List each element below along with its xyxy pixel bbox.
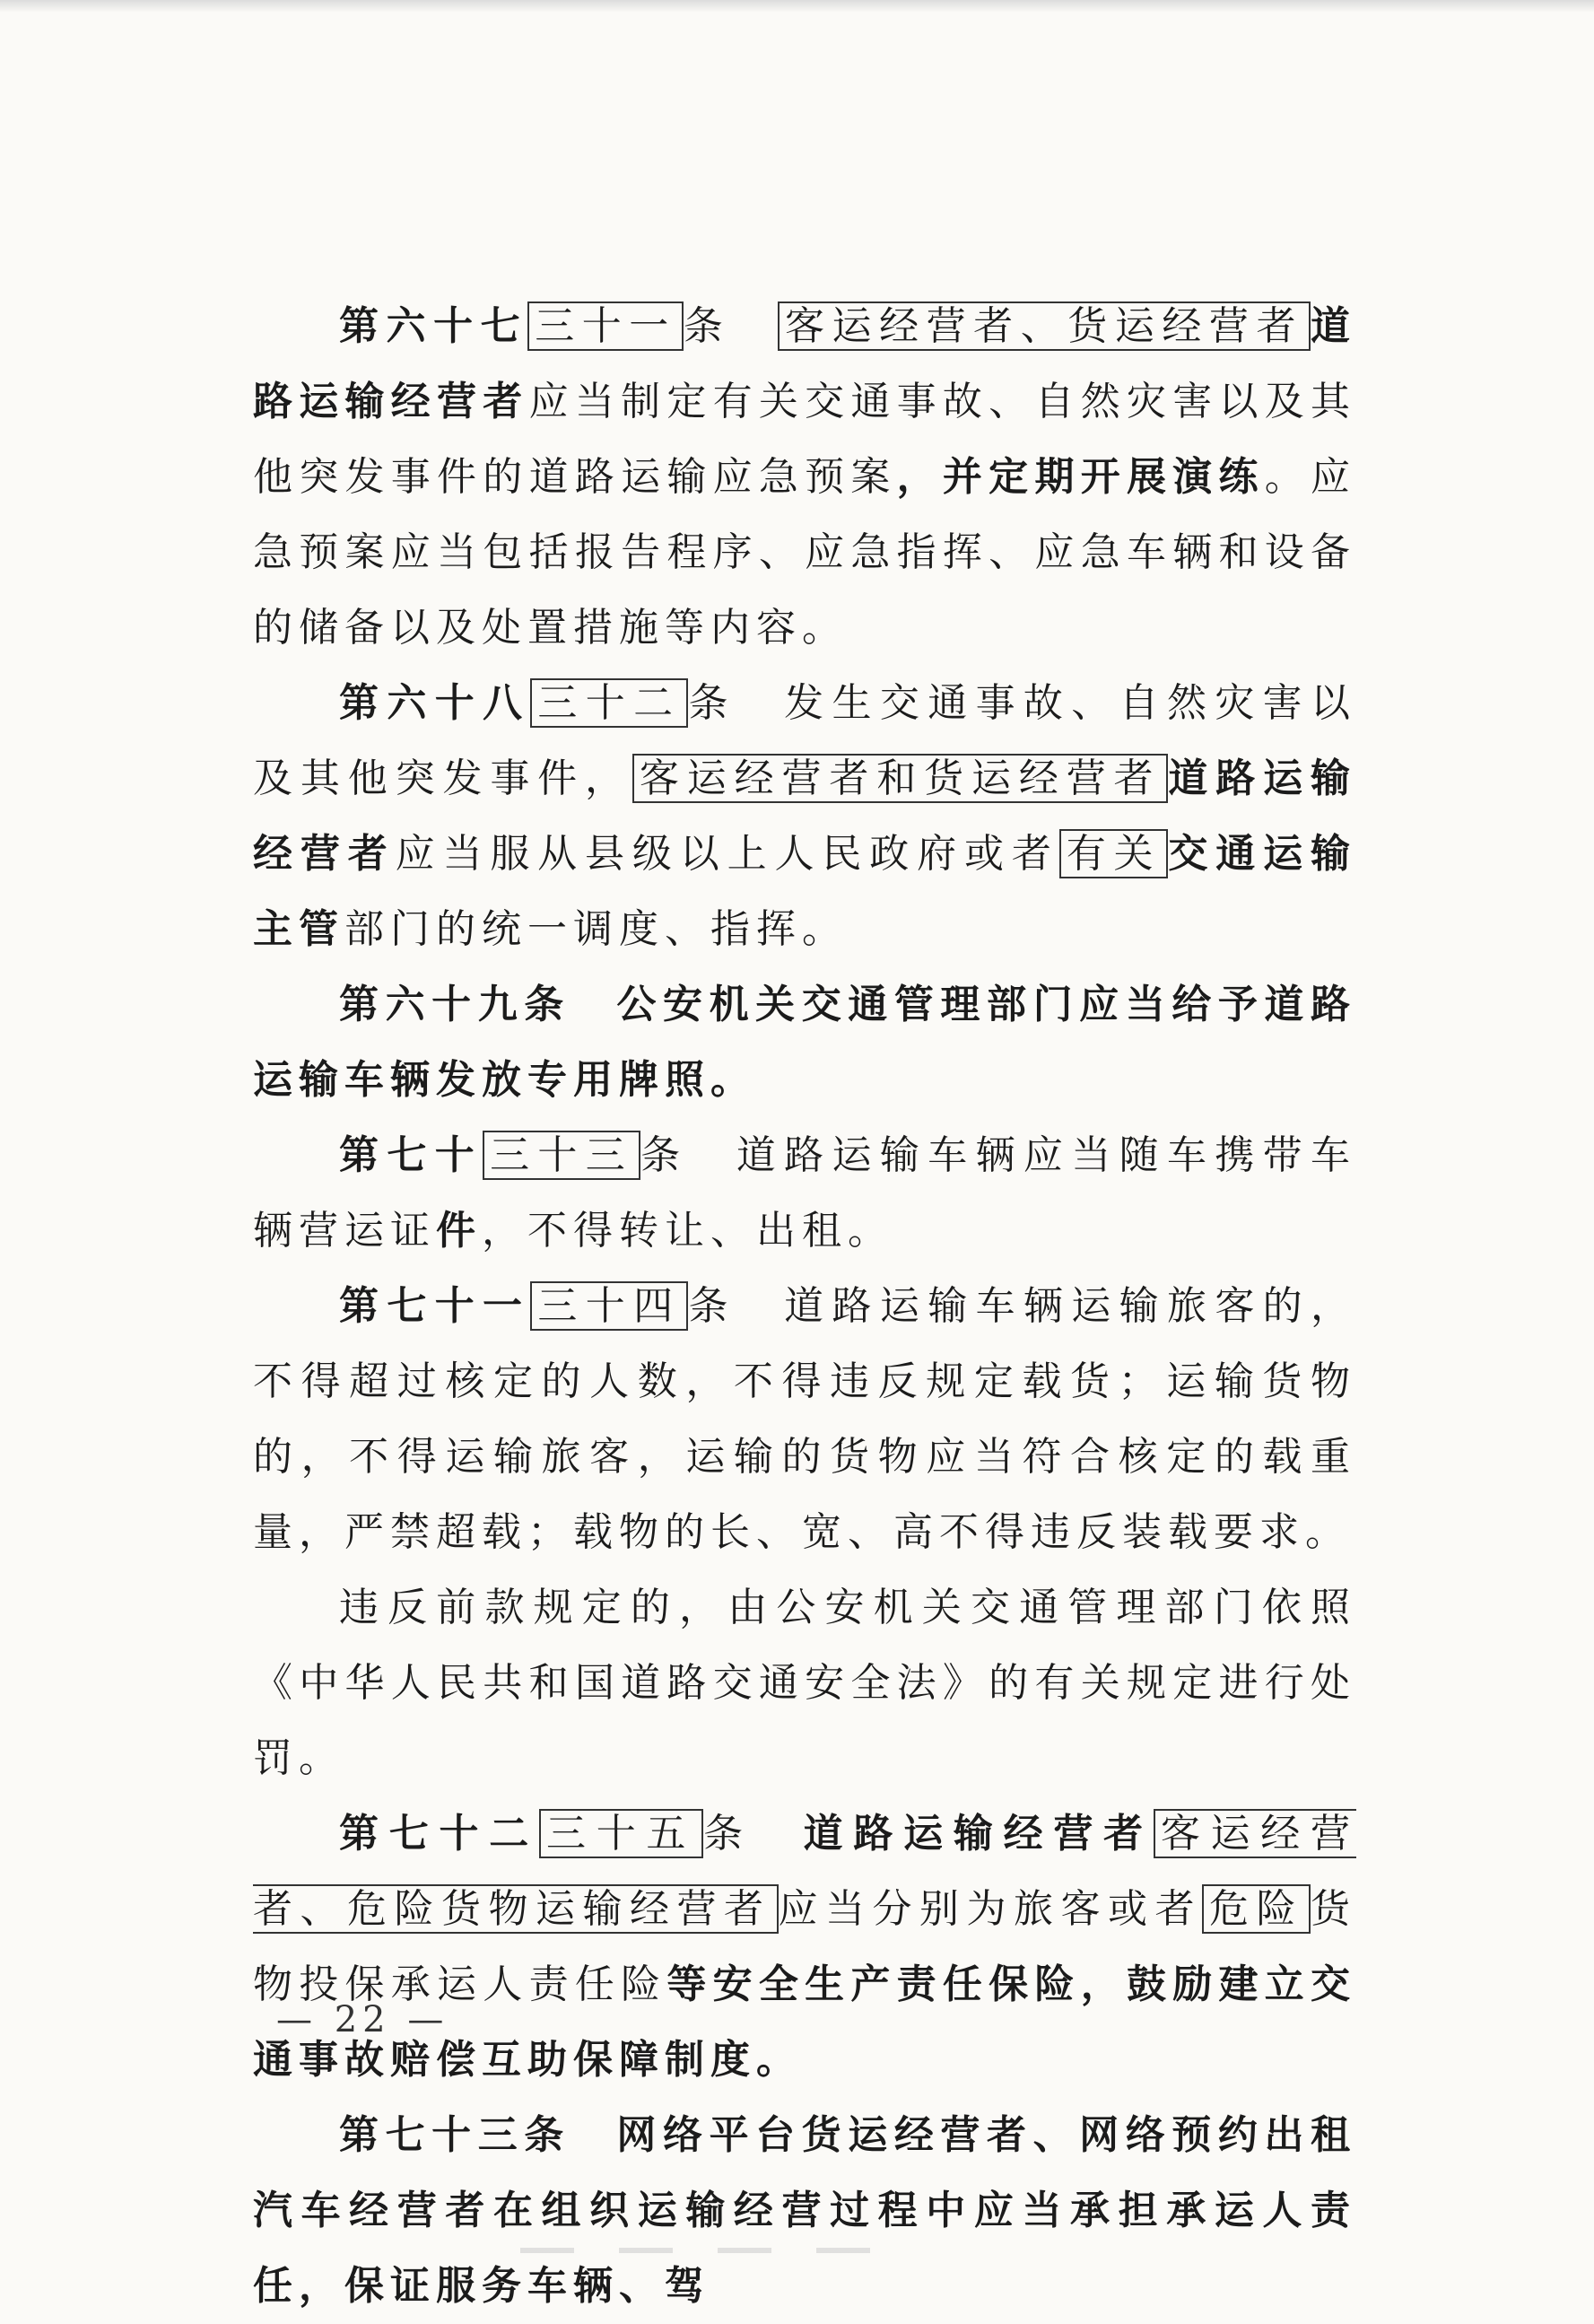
article-paragraph [253,967,1356,1118]
text-segment: 。应急预案应当包括报告程序、应急指挥、应急车辆和设备的储备以及处置措施等内容。 [253,454,1357,651]
deleted-text-box: 客运经营者、货运经营者 [778,301,1311,351]
article-paragraph [253,1796,1356,2098]
added-text: 等安全生产责任保险，鼓励建立交通事故赔偿互助保障制度。 [253,1961,1357,2083]
added-text: 第六十七 [339,303,528,349]
deleted-text-box: 有关 [1059,829,1169,878]
page-number: — 22 — [276,1999,449,2040]
added-text: 第六十九条 公安机关交通管理部门应当给予道路运输车辆发放专用牌照。 [253,982,1356,1103]
article-paragraph [253,289,1356,666]
added-text: 件 [436,1208,482,1254]
deleted-text-box: 三十二 [530,678,688,728]
text-segment: 条 发生交通事故、自然灾害以及其他突发事件， [253,680,1357,801]
article-paragraph [253,1269,1356,1570]
text-segment: 违反前款规定的，由公安机关交通管理部门依照《中华人民共和国道路交通安全法》的有关规定进行处罚。 [253,1585,1356,1781]
text-segment: 应当制定有关交通事故、自然灾害以及其他突发事件的道路运输应急预案 [253,379,1357,500]
text-segment: 应当服从县级以上人民政府或者 [395,831,1059,877]
scan-edge [0,0,1594,13]
added-text: 第七十 [339,1132,483,1178]
article-paragraph [253,1570,1356,1796]
text-segment: ，不得转让、出租。 [482,1208,893,1254]
added-text: 道路运输经营者 [253,303,1357,424]
scan-marks [520,2248,897,2253]
added-text: 第七十二 [339,1811,539,1857]
deleted-text-box: 客运经营者、危险货物运输经营者 [253,1811,1357,1932]
added-text: 道路运输经营者 [253,756,1357,877]
deleted-text-box: 三十五 [539,1809,703,1858]
added-text: 第六十八 [339,680,531,726]
added-text: 道路运输经营者 [803,1811,1154,1857]
text-segment: 条 [683,303,778,349]
added-text: 第七十一 [339,1283,531,1329]
added-text: 交通运输主管 [253,831,1357,952]
article-paragraph [253,666,1356,967]
deleted-text-box: 三十三 [483,1131,640,1180]
added-text: ，并定期开展演练 [896,454,1265,500]
text-segment: 应当分别为旅客或者 [778,1886,1202,1932]
article-paragraph [253,2098,1356,2324]
text-segment: 条 道路运输车辆运输旅客的，不得超过核定的人数，不得违反规定载货；运输货物的，不得运输旅客，运输的货物应当符合核定的载重量，严禁超载；载物的长、宽、高不得违反装载要求。 [253,1283,1357,1555]
text-segment: 货物投保承运人责任险 [253,1886,1356,2007]
deleted-text-box: 危险 [1202,1884,1311,1934]
deleted-text-box: 客运经营者和货运经营者 [632,754,1169,803]
article-paragraph [253,1118,1356,1269]
added-text: 第七十三条 网络平台货运经营者、网络预约出租汽车经营者在组织运输经营过程中应当承担承运人责任，保证服务车辆、驾 [253,2112,1356,2309]
text-segment: 条 [703,1811,804,1857]
deleted-text-box: 三十四 [530,1281,688,1331]
text-segment: 条 道路运输车辆应当随车携带车辆营运证 [253,1132,1357,1254]
text-segment: 部门的统一调度、指挥。 [344,906,848,952]
deleted-text-box: 三十一 [527,301,684,351]
